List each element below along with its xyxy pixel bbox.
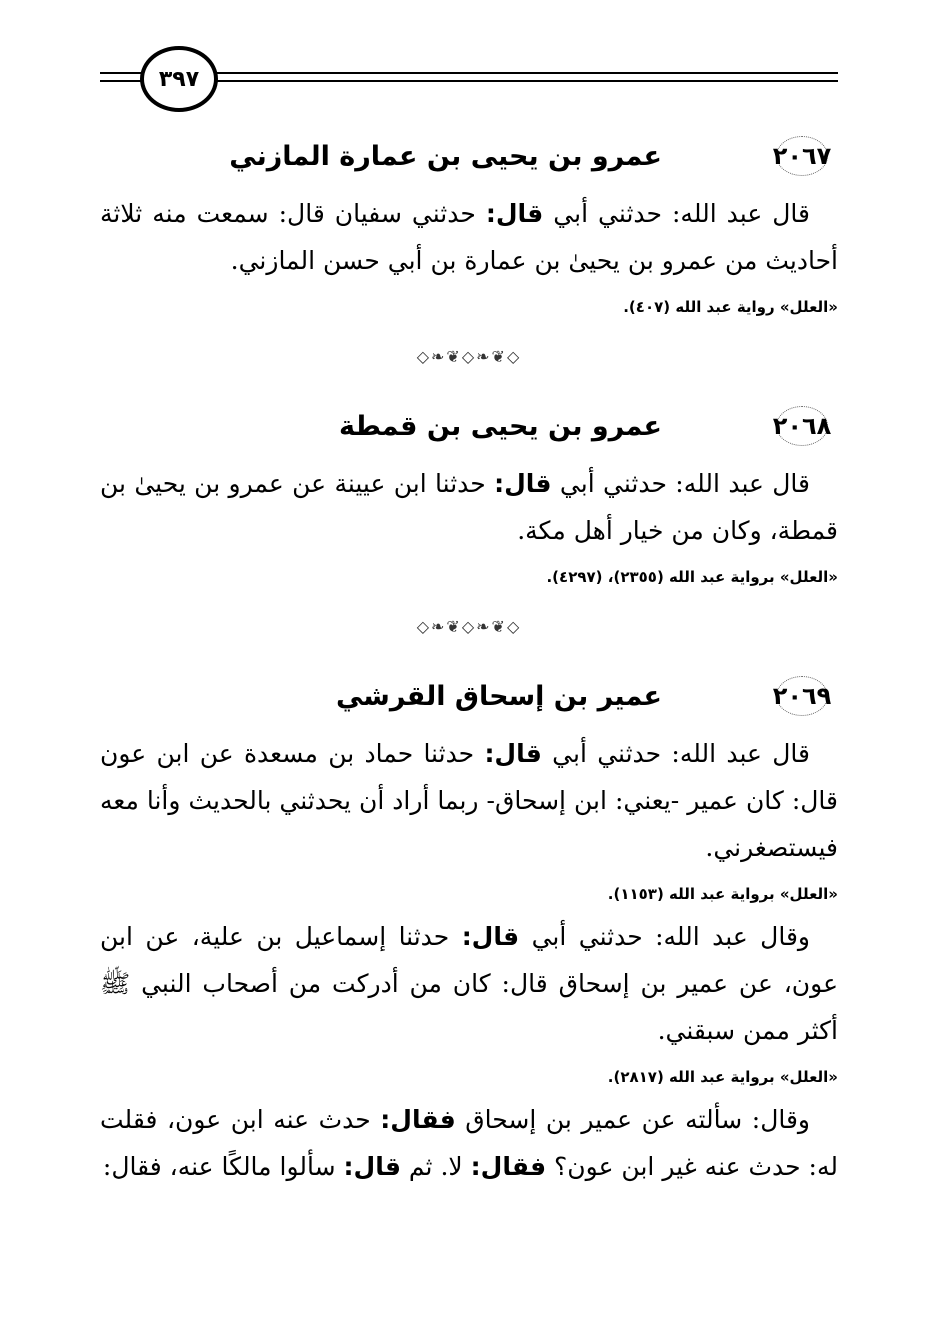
page-number: ٣٩٧ xyxy=(158,66,200,92)
ornamental-divider: ◇❦❧◇❦❧◇ xyxy=(416,347,522,366)
entry-heading xyxy=(100,668,838,724)
page-number-badge xyxy=(140,46,218,112)
narration-paragraph xyxy=(100,190,838,284)
page-header xyxy=(100,52,838,102)
entry-2067 xyxy=(100,128,838,322)
entry-2069 xyxy=(100,668,838,1190)
narration-text: سألوا مالكًا عنه، فقال: xyxy=(102,1152,344,1181)
page-content xyxy=(100,128,838,1190)
source-citation: «العلل» برواية عبد الله (٢٨١٧). xyxy=(607,1068,838,1086)
narration-text: قال عبد الله: حدثني أبي xyxy=(541,739,810,768)
source-citation: «العلل» برواية عبد الله (٢٣٥٥)، (٤٢٩٧). xyxy=(546,568,838,586)
narration-paragraph xyxy=(100,913,838,1054)
narration-keyword: قال: xyxy=(343,1152,401,1181)
narration-keyword: فقال: xyxy=(380,1105,456,1134)
narration-text: حدثنا ابن عيينة عن عمرو بن يحيىٰ بن قمطة، وكان من خيار أهل مكة. xyxy=(100,469,838,545)
entry-number: ٢٠٦٧ xyxy=(772,142,832,170)
entry-number-ornament xyxy=(766,672,838,720)
narration-text: حدثنا إسماعيل بن علية، عن ابن عون، عن عمير بن إسحاق قال: كان من أدركت من أصحاب النبي ﷺ أكثر ممن سبقني. xyxy=(100,922,838,1045)
narration-text: قال عبد الله: حدثني أبي xyxy=(551,469,811,498)
narration-text: حدثني سفيان قال: سمعت منه ثلاثة أحاديث من عمرو بن يحيىٰ بن عمارة بن أبي حسن المازني. xyxy=(100,199,838,275)
narration-text: لا. ثم xyxy=(400,1152,471,1181)
narration-keyword: قال: xyxy=(461,922,520,951)
entry-number-ornament xyxy=(766,402,838,450)
source-citation: «العلل» رواية عبد الله (٤٠٧). xyxy=(623,298,838,316)
entry-2068 xyxy=(100,398,838,592)
entry-number: ٢٠٦٨ xyxy=(772,412,832,440)
source-citation: «العلل» برواية عبد الله (١١٥٣). xyxy=(607,885,838,903)
narration-keyword: قال: xyxy=(484,739,542,768)
narration-keyword: فقال: xyxy=(470,1152,547,1181)
entry-title: عمرو بن يحيى بن قمطة xyxy=(339,410,662,442)
narration-paragraph xyxy=(100,730,838,871)
narration-text: حدثنا حماد بن مسعدة عن ابن عون قال: كان عمير -يعني: ابن إسحاق- ربما أراد أن يحدثني بالحديث وأنا معه فيستصغرني. xyxy=(100,739,838,862)
entry-heading xyxy=(100,398,838,454)
narration-keyword: قال: xyxy=(485,199,544,228)
narration-text: وقال: سألته عن عمير بن إسحاق xyxy=(455,1105,810,1134)
narration-text: قال عبد الله: حدثني أبي xyxy=(543,199,810,228)
narration-text: حدث عنه ابن عون، فقلت له: حدث عنه غير ابن عون؟ xyxy=(100,1105,838,1181)
entry-heading xyxy=(100,128,838,184)
entry-number-ornament xyxy=(766,132,838,180)
entry-title: عمرو بن يحيى بن عمارة المازني xyxy=(229,140,662,172)
narration-paragraph xyxy=(100,460,838,554)
entry-title: عمير بن إسحاق القرشي xyxy=(335,680,662,712)
narration-text: وقال عبد الله: حدثني أبي xyxy=(519,922,810,951)
ornamental-divider: ◇❦❧◇❦❧◇ xyxy=(416,617,522,636)
entry-number: ٢٠٦٩ xyxy=(772,682,832,710)
narration-keyword: قال: xyxy=(494,469,552,498)
narration-paragraph xyxy=(100,1096,838,1190)
